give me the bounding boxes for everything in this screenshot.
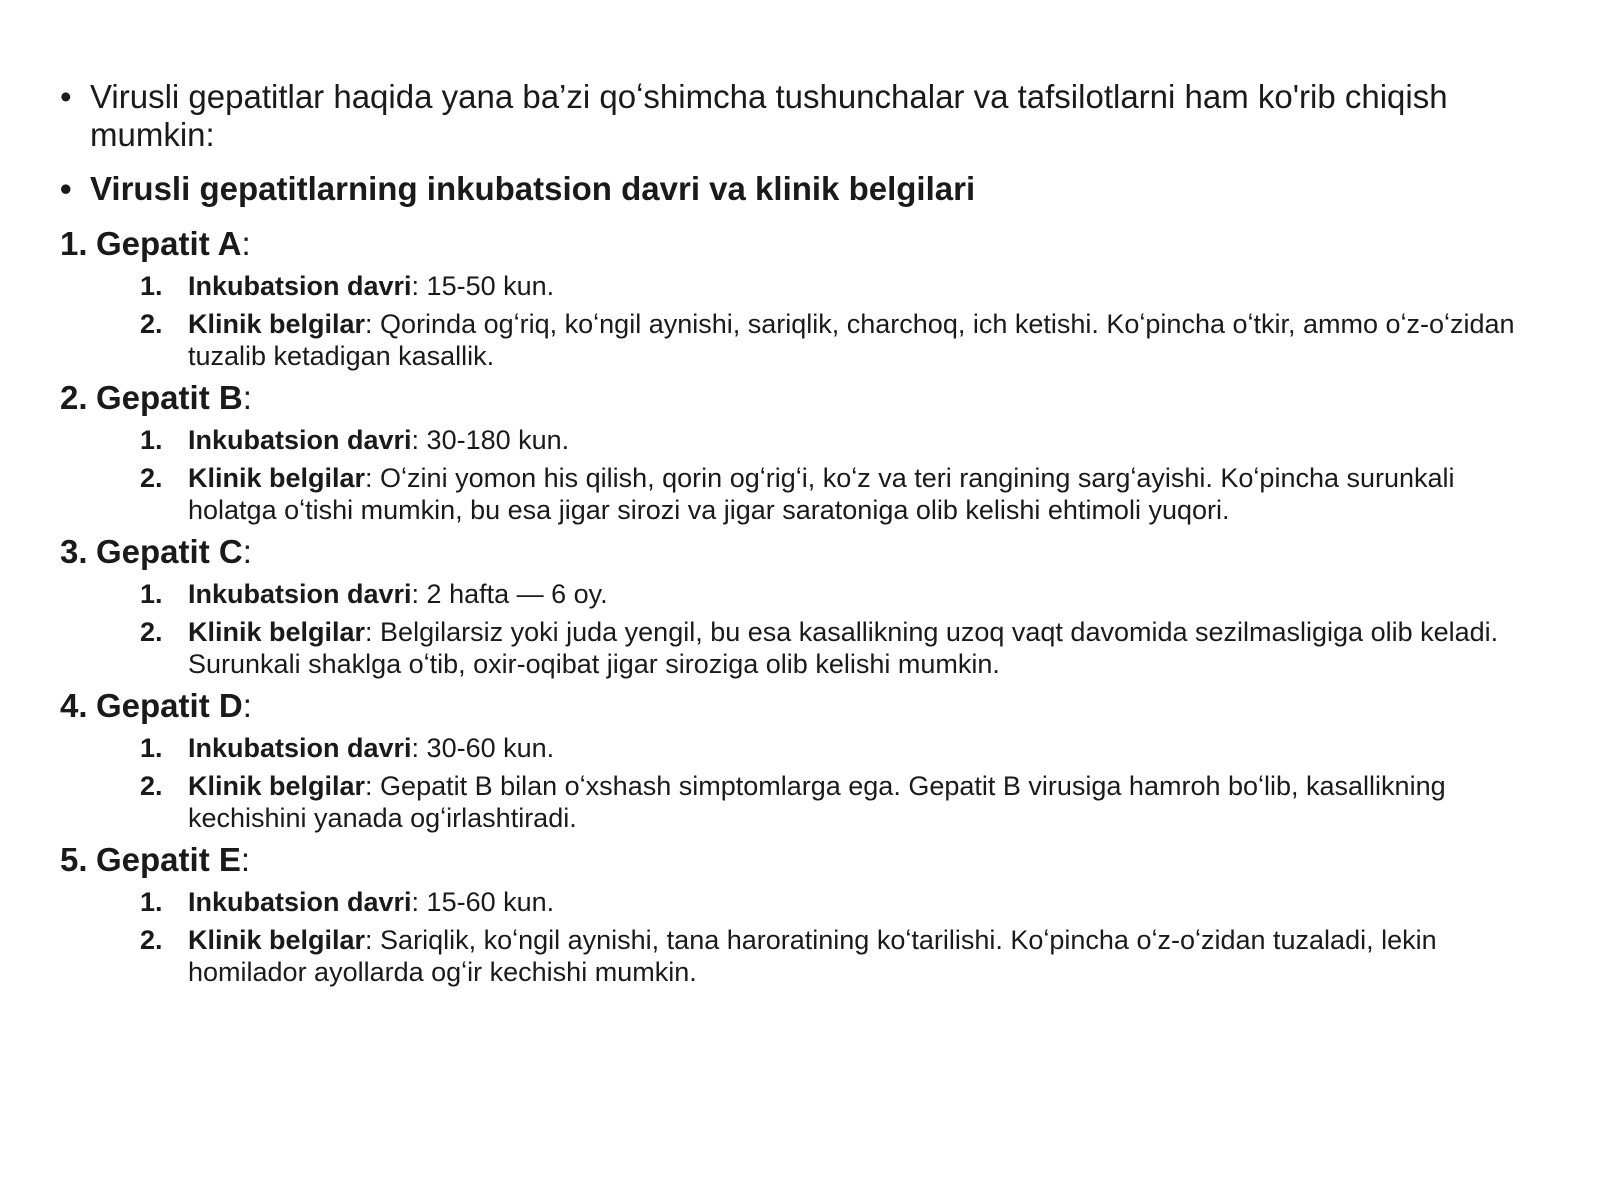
item-number: 1. bbox=[140, 733, 163, 763]
slide-content bbox=[60, 78, 1550, 988]
item-text: : Oʻzini yomon his qilish, qorin ogʻrigʻi, koʻz va teri rangining sargʻayishi. Koʻpincha surunkali holatga oʻtishi mumkin, bu esa jigar sirozi va jigar saratoniga olib kelishi ehtimoli yuqori. bbox=[188, 463, 1455, 525]
item-term: Inkubatsion davri bbox=[188, 271, 412, 301]
section-heading bbox=[60, 378, 1550, 418]
section-colon: : bbox=[242, 533, 252, 570]
item-number: 2. bbox=[140, 309, 163, 339]
item-term: Inkubatsion davri bbox=[188, 733, 412, 763]
slide-heading: Virusli gepatitlarning inkubatsion davri va klinik belgilari bbox=[90, 170, 976, 207]
section-heading bbox=[60, 532, 1550, 572]
bullet-dot: • bbox=[60, 170, 72, 207]
list-item bbox=[60, 424, 1550, 456]
section-number: 3. bbox=[60, 533, 88, 570]
item-text: : Belgilarsiz yoki juda yengil, bu esa kasallikning uzoq vaqt davomida sezilmasligiga olib keladi. Surunkali shaklga oʻtib, oxir-oqibat jigar siroziga olib kelishi mumkin. bbox=[188, 617, 1499, 679]
list-item bbox=[60, 924, 1550, 988]
list-item bbox=[60, 732, 1550, 764]
item-number: 1. bbox=[140, 579, 163, 609]
section-title: Gepatit C bbox=[96, 533, 243, 570]
item-term: Inkubatsion davri bbox=[188, 887, 412, 917]
intro-text: Virusli gepatitlar haqida yana ba’zi qoʻshimcha tushunchalar va tafsilotlarni ham ko'rib chiqish mumkin: bbox=[90, 78, 1448, 153]
list-item bbox=[60, 616, 1550, 680]
section-gepatit-a bbox=[60, 224, 1550, 372]
item-text: : Qorinda ogʻriq, koʻngil aynishi, sariqlik, charchoq, ich ketishi. Koʻpincha oʻtkir, ammo oʻz-oʻzidan tuzalib ketadigan kasallik. bbox=[188, 309, 1515, 371]
item-term: Klinik belgilar bbox=[188, 617, 366, 647]
item-text: : 2 hafta — 6 oy. bbox=[411, 579, 608, 609]
section-title: Gepatit B bbox=[96, 379, 243, 416]
section-number: 4. bbox=[60, 687, 88, 724]
list-item bbox=[60, 308, 1550, 372]
section-colon: : bbox=[242, 687, 252, 724]
item-number: 1. bbox=[140, 271, 163, 301]
section-heading bbox=[60, 224, 1550, 264]
intro-bullet bbox=[60, 78, 1550, 154]
section-gepatit-d bbox=[60, 686, 1550, 834]
section-heading bbox=[60, 840, 1550, 880]
section-gepatit-c bbox=[60, 532, 1550, 680]
list-item bbox=[60, 462, 1550, 526]
item-text: : Gepatit B bilan oʻxshash simptomlarga ega. Gepatit B virusiga hamroh boʻlib, kasallikning kechishini yanada ogʻirlashtiradi. bbox=[188, 771, 1446, 833]
section-title: Gepatit E bbox=[96, 841, 241, 878]
item-text: : 15-50 kun. bbox=[411, 271, 555, 301]
item-term: Klinik belgilar bbox=[188, 925, 366, 955]
list-item bbox=[60, 770, 1550, 834]
item-text: : Sariqlik, koʻngil aynishi, tana haroratining koʻtarilishi. Koʻpincha oʻz-oʻzidan tuzaladi, lekin homilador ayollarda ogʻir kechishi mumkin. bbox=[188, 925, 1437, 987]
item-number: 2. bbox=[140, 771, 163, 801]
section-number: 5. bbox=[60, 841, 88, 878]
section-number: 1. bbox=[60, 225, 88, 262]
section-gepatit-e bbox=[60, 840, 1550, 988]
item-text: : 30-60 kun. bbox=[411, 733, 555, 763]
item-number: 2. bbox=[140, 617, 163, 647]
section-colon: : bbox=[241, 225, 251, 262]
item-number: 1. bbox=[140, 887, 163, 917]
item-term: Klinik belgilar bbox=[188, 463, 366, 493]
list-item bbox=[60, 886, 1550, 918]
item-term: Klinik belgilar bbox=[188, 771, 366, 801]
heading-bullet bbox=[60, 170, 1550, 208]
list-item bbox=[60, 578, 1550, 610]
section-colon: : bbox=[240, 841, 251, 878]
item-number: 2. bbox=[140, 463, 163, 493]
item-term: Inkubatsion davri bbox=[188, 425, 412, 455]
section-number: 2. bbox=[60, 379, 88, 416]
item-number: 1. bbox=[140, 425, 163, 455]
item-term: Inkubatsion davri bbox=[188, 579, 412, 609]
section-title: Gepatit D bbox=[96, 687, 243, 724]
section-heading bbox=[60, 686, 1550, 726]
item-text: : 15-60 kun. bbox=[411, 887, 555, 917]
section-colon: : bbox=[242, 379, 252, 416]
bullet-dot: • bbox=[60, 78, 72, 115]
list-item bbox=[60, 270, 1550, 302]
item-term: Klinik belgilar bbox=[188, 309, 366, 339]
item-number: 2. bbox=[140, 925, 163, 955]
item-text: : 30-180 kun. bbox=[411, 425, 570, 455]
section-title: Gepatit A bbox=[96, 225, 242, 262]
section-gepatit-b bbox=[60, 378, 1550, 526]
